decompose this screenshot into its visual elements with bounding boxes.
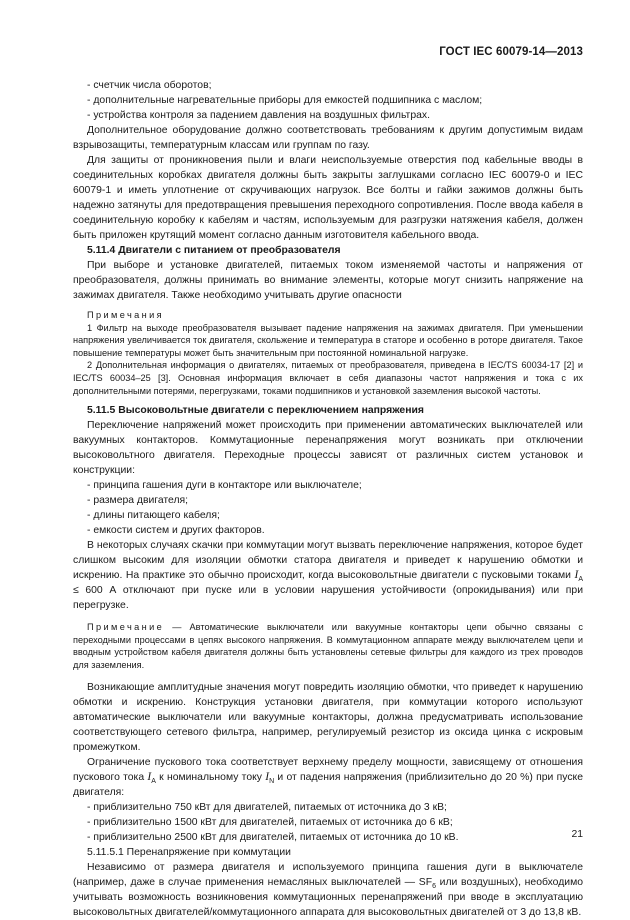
note-2: 2 Дополнительная информация о двигателях, питаемых от преобразователя, приведена в IEC/TS 60034-17 [2] и IEC/TS 60034–25 [3]. Основная информация включает в себя диапазоны частот напряжения и тока с их дополнительными потерями, перегрузками, токами подшипников и установкой заземления высокой частоты. — [73, 360, 583, 396]
list-item: - принципа гашения дуги в контакторе или выключателе; — [87, 480, 362, 492]
list-item: - приблизительно 1500 кВт для двигателей, питаемых от источника до 6 кВ; — [87, 816, 453, 828]
document-body — [73, 78, 583, 920]
notes-title: Примечания — [87, 310, 165, 320]
paragraph: Ограничение пускового тока соответствует верхнему пределу мощности, зависящему от отношения пускового тока $I_A$ к номинальному току $I_N$ и от падения напряжения (приблизительно до 20 %) при пуске двигателя: — [73, 756, 583, 798]
list-item: - длины питающего кабеля; — [87, 510, 220, 522]
section-heading: 5.11.4 Двигатели с питанием от преобразователя — [87, 245, 341, 256]
paragraph: Возникающие амплитудные значения могут повредить изоляцию обмотки, что приведет к нарушению обмотки и искрению. Конструкция установки двигателя, при коммутации которого используют автоматические выключатели или вакуумные контакторы, должна предусматривать использование соответствующего сетевого фильтра, например, регулируемый резистор из оксида цинка с искровым промежутком. — [73, 681, 583, 753]
paragraph: В некоторых случаях скачки при коммутации могут вызвать переключение напряжения, которое будет слишком высоким для изоляции обмотки статора двигателя и приведет к нарушению обмотки и искрению. На практике это обычно происходит, когда высоковольтные двигатели с пусковыми токами $I_A \le 600$ А отключают при пуске или в условии нарушения устойчивости (опрокидывания) или при перегрузке. — [73, 540, 583, 612]
paragraph: Для защиты от проникновения пыли и влаги неиспользуемые отверстия под кабельные вводы в соединительных коробках двигателя должны быть закрыты заглушками согласно IEC 60079-0 и IEC 60079-1 и иметь уплотнение от скручивающих нагрузок. Все болты и гайки зажимов должны быть надежно затянуты для предотвращения превышения переходного сопротивления. После ввода кабеля в соединительную коробку к кабелям и частям, используемым для разгрузки натяжения кабеля, должен быть приложен крутящий момент согласно данным изготовителя кабельного ввода. — [73, 155, 583, 241]
subsection-heading: 5.11.5.1 Перенапряжение при коммутации — [87, 846, 291, 858]
list-item: - дополнительные нагревательные приборы для емкостей подшипника с маслом; — [87, 95, 483, 106]
paragraph: Независимо от размера двигателя и используемого принципа гашения дуги в выключателе (например, даже в случае применения немасляных выключателей — $SF_6$ или воздушных), необходимо учитывать возможность возникновения коммутационных перенапряжений при вводе в эксплуатацию высоковольтных двигателей/коммутационного аппарата для высоковольтных двигателей от 3 до 13,8 кВ. — [73, 861, 583, 918]
page-number: 21 — [571, 829, 583, 840]
list-item: - емкости систем и других факторов. — [87, 525, 265, 537]
list-item: - устройства контроля за падением давления на воздушных фильтрах. — [87, 110, 430, 121]
note-3: Примечание — Автоматические выключатели или вакуумные контакторы цепи обычно связаны с переходными процессами в цепях высокого напряжения. В коммутационном аппарате между выключателем цепи и вводным устройством кабеля двигателя должны быть установлены сетевые фильтры для каждого из трех проводов для заземления. — [73, 622, 583, 670]
list-item: - приблизительно 750 кВт для двигателей, питаемых от источника до 3 кВ; — [87, 801, 447, 813]
list-item: - счетчик числа оборотов; — [87, 80, 212, 91]
list-item: - приблизительно 2500 кВт для двигателей, питаемых от источника до 10 кВ. — [87, 831, 459, 843]
note-1: 1 Фильтр на выходе преобразователя вызывает падение напряжения на зажимах двигателя. При уменьшении напряжения увеличивается ток двигателя, скольжение и температура в статоре и особенно в роторе двигателя. Такое повышение температуры может быть значительным при постоянной номинальной нагрузке. — [73, 322, 583, 358]
paragraph: При выборе и установке двигателей, питаемых током изменяемой частоты и напряжения от преобразователя, должны принимать во внимание элементы, которые могут снизить напряжение на зажимах двигателя. Также необходимо учитывать другие опасности — [73, 260, 583, 301]
list-item: - размера двигателя; — [87, 495, 189, 507]
document-header: ГОСТ IEC 60079-14—2013 — [439, 46, 583, 58]
paragraph: Дополнительное оборудование должно соответствовать требованиям к другим допустимым видам взрывозащиты, температурным классам или группам по газу. — [73, 125, 583, 151]
paragraph: Переключение напряжений может происходить при применении автоматических выключателей или вакуумных контакторов. Коммутационные перенапряжения могут возникать при отключении высоковольтного двигателя. Переходные процессы зависят от различных систем установок и конструкции: — [73, 420, 583, 477]
section-heading: 5.11.5 Высоковольтные двигатели с переключением напряжения — [87, 405, 424, 417]
